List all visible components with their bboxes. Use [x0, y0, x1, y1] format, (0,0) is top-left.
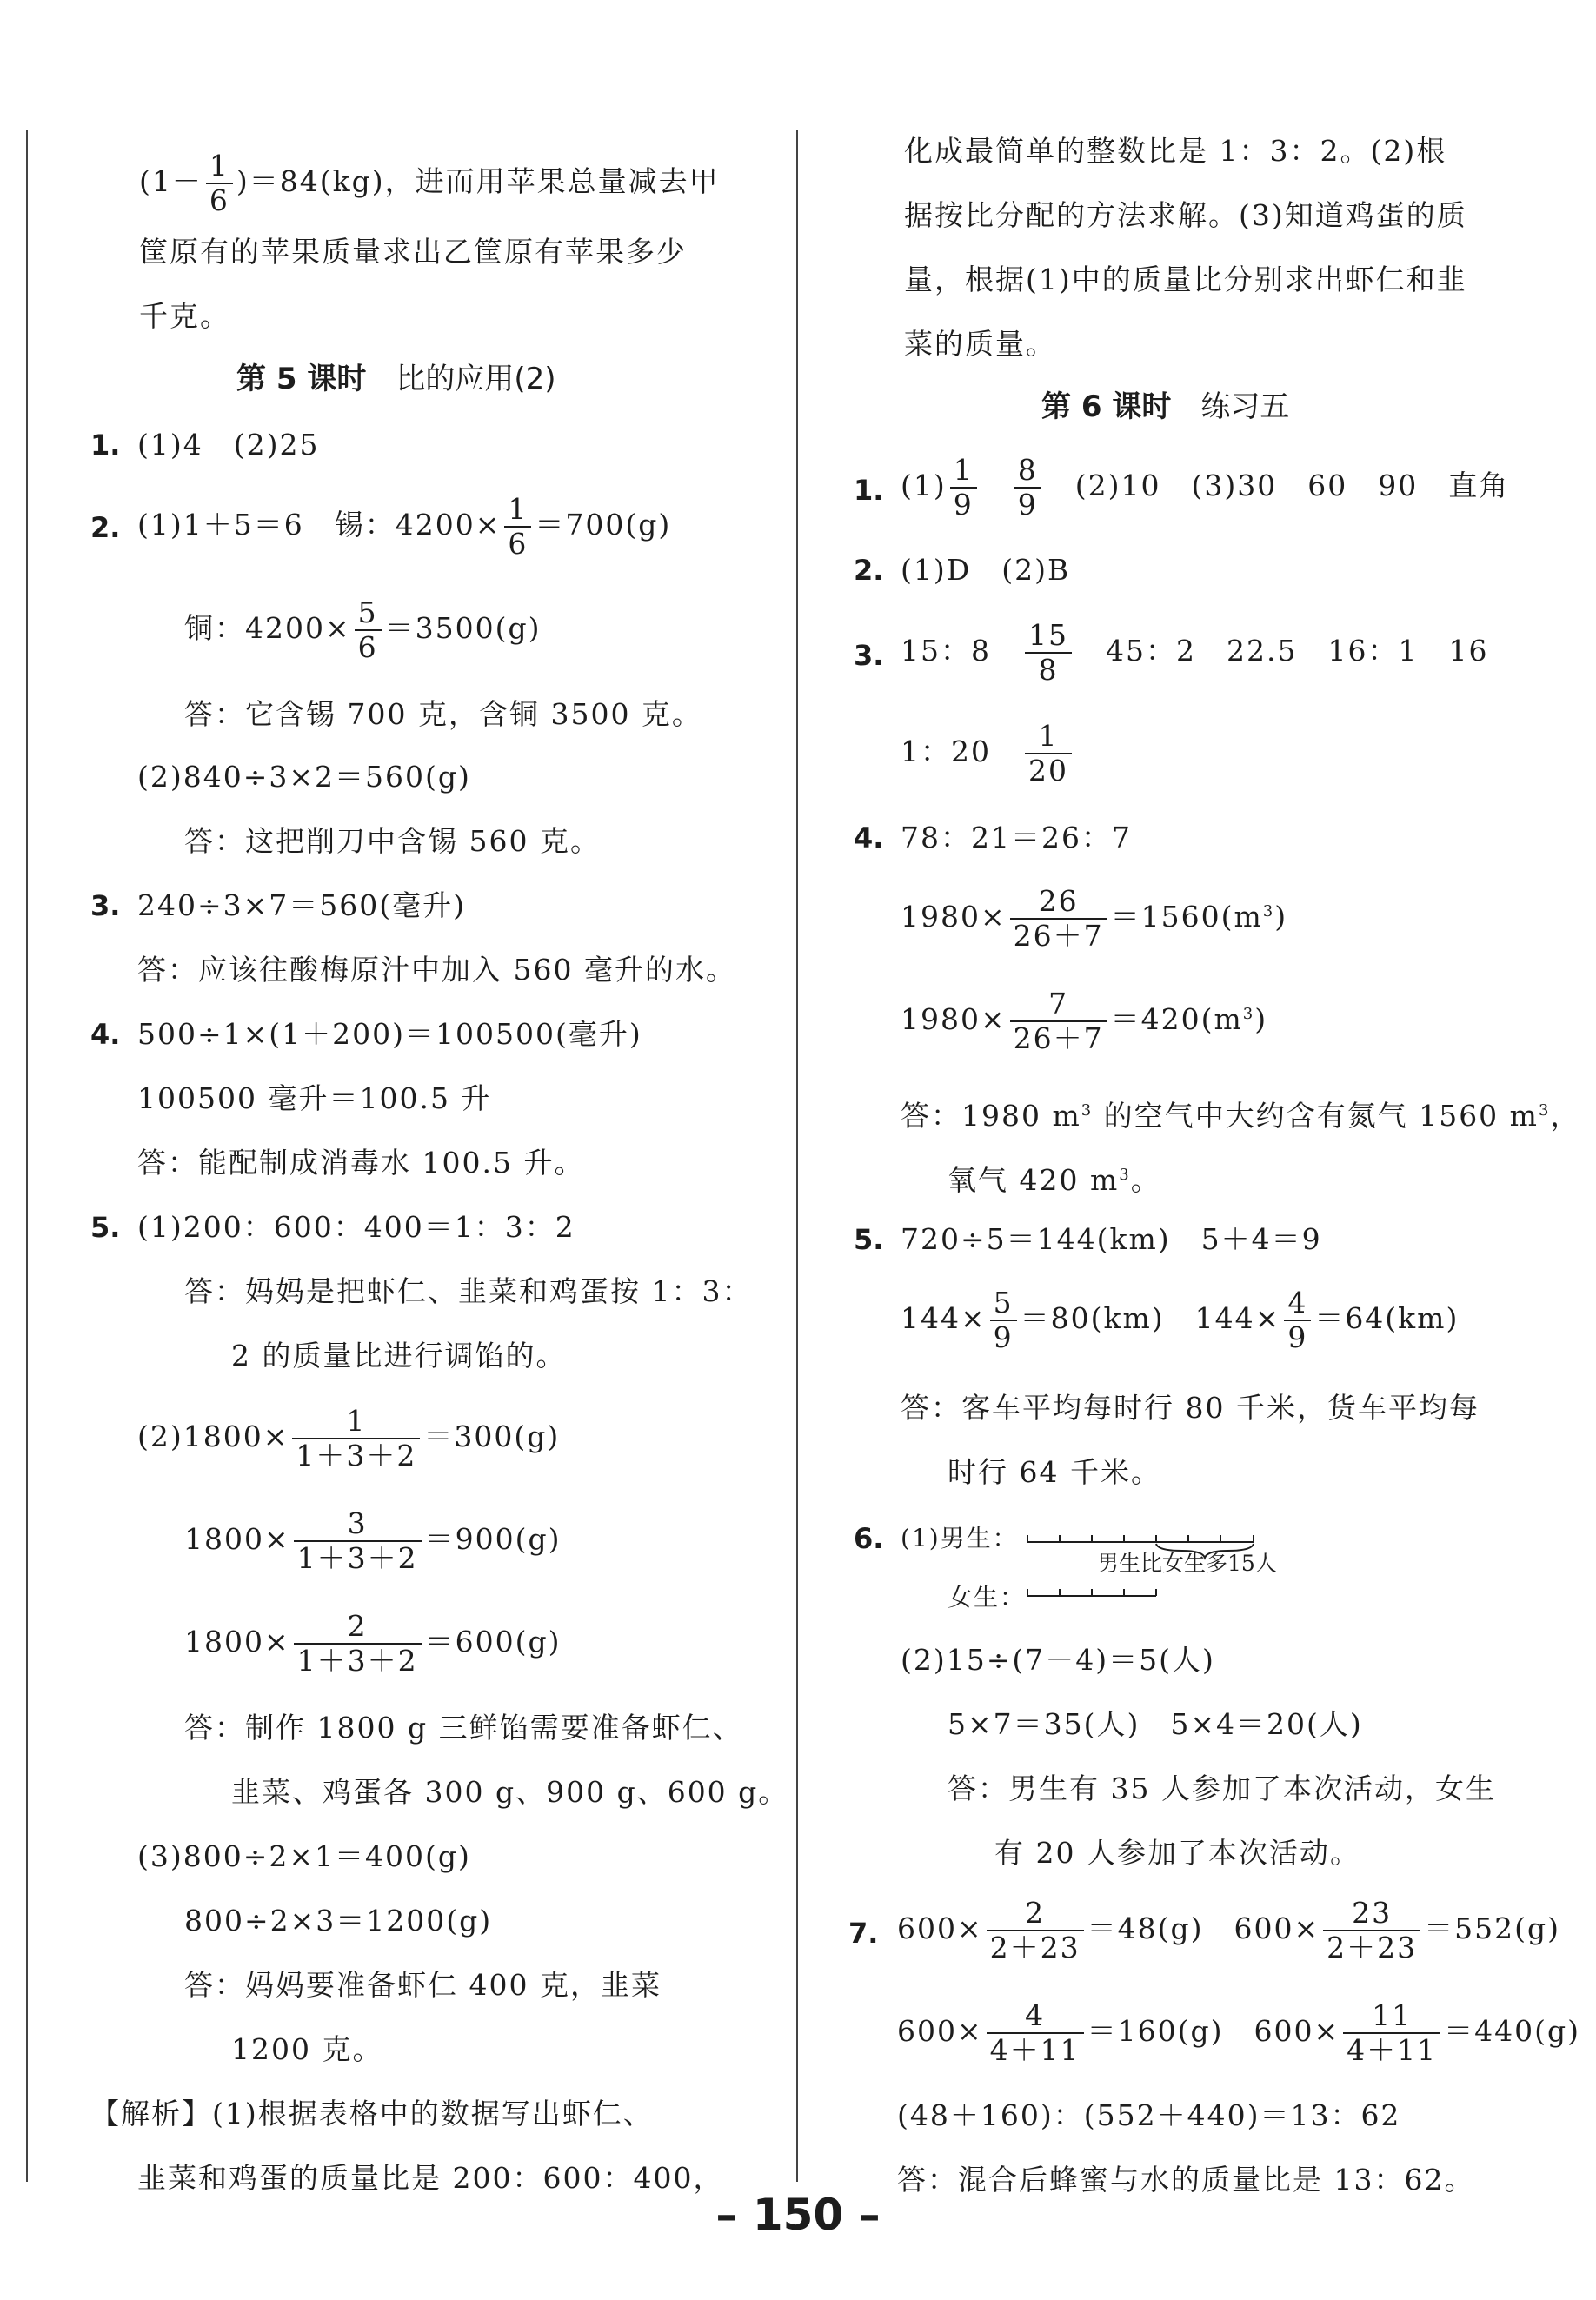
r-q6-line-2: 5×7＝35(人) 5×4＝20(人): [948, 1707, 1363, 1741]
q2-line-2: 铜：4200× $\frac{5}{6}$ ＝3500(g): [184, 595, 542, 664]
r-q1-answer: (1) $\frac{1}{9}$ $\frac{8}{9}$ (2)10 (3)30 60 90 直角: [901, 453, 1510, 522]
r-q6-line-1: (2)15÷(7－4)＝5(人): [901, 1643, 1215, 1677]
right-cont-line-2: 据按比分配的方法求解。(3)知道鸡蛋的质: [904, 198, 1467, 232]
left-cont-line-2: 筐原有的苹果质量求出乙筐原有苹果多少: [139, 235, 687, 269]
left-cont-line-3: 千克。: [139, 299, 230, 333]
r-q4-line-5: 氧气 420 $m^3$。: [948, 1163, 1161, 1197]
r-q7-line-4: 答：混合后蜂蜜与水的质量比是 13：62。: [897, 2163, 1475, 2197]
fraction: $\frac{4}{4+11}$: [987, 1999, 1084, 2067]
q5-line-2: 答：妈妈是把虾仁、韭菜和鸡蛋按 1：3：: [184, 1274, 753, 1308]
r-q3-line-2: 1：20 $\frac{1}{20}$: [901, 720, 1075, 788]
fraction: $\frac{1}{1+3+2}$: [292, 1405, 420, 1472]
question-number: 3.: [854, 639, 884, 672]
fraction: $\frac{4}{9}$: [1284, 1286, 1311, 1354]
question-number: 5.: [90, 1211, 121, 1244]
r-q7-line-2: 600× $\frac{4}{4+11}$ ＝160(g) 600× $\frac{11}{4+11}$ ＝440(g): [897, 1998, 1581, 2067]
r-q7-line-3: (48＋160)：(552＋440)＝13：62: [897, 2098, 1401, 2132]
fraction: $\frac{15}{8}$: [1025, 619, 1072, 687]
fraction: $\frac{5}{9}$: [990, 1286, 1017, 1354]
q5-line-4: (2)1800× $\frac{1}{1+3+2}$ ＝300(g): [137, 1404, 561, 1472]
q2-line-1: (1)1＋5＝6 锡：4200× $\frac{1}{6}$ ＝700(g): [137, 492, 672, 561]
q5-line-3: 2 的质量比进行调馅的。: [231, 1339, 567, 1373]
r-q3-line-1: 15：8 $\frac{15}{8}$ 45：2 22.5 16：1 16: [901, 618, 1489, 687]
q5-line-1: (1)200：600：400＝1：3：2: [137, 1210, 575, 1244]
fraction: $\frac{23}{2+23}$: [1323, 1897, 1420, 1964]
q1-answer: (1)4 (2)25: [137, 428, 320, 462]
fraction: $\frac{5}{6}$: [355, 596, 382, 664]
right-cont-line-1: 化成最简单的整数比是 1：3：2。(2)根: [904, 134, 1447, 168]
lesson-heading-6: 第 6 课时 练习五: [1041, 389, 1290, 424]
r-q4-line-4: 答：1980 $m^3$ 的空气中大约含有氮气 1560 $m^3$，: [901, 1099, 1581, 1133]
q5-line-6: 1800× $\frac{2}{1+3+2}$ ＝600(g): [184, 1609, 562, 1678]
r-q5-line-3: 答：客车平均每时行 80 千米，货车平均每: [901, 1391, 1480, 1425]
q4-line-3: 答：能配制成消毒水 100.5 升。: [137, 1146, 585, 1180]
r-q5-line-2: 144× $\frac{5}{9}$ ＝80(km) 144× $\frac{4}{9}$ ＝64(km): [901, 1286, 1460, 1354]
question-number: 1.: [854, 474, 884, 507]
fraction: $\frac{2}{1+3+2}$: [294, 1610, 422, 1678]
q5-line-8: 韭菜、鸡蛋各 300 g、900 g、600 g。: [231, 1775, 789, 1809]
question-number: 4.: [854, 821, 884, 854]
q2-line-3: 答：它含锡 700 克，含铜 3500 克。: [184, 697, 702, 731]
right-cont-line-4: 菜的质量。: [904, 327, 1056, 361]
fraction: $\frac{1}{6}$: [504, 493, 531, 561]
r-q6-line-4: 有 20 人参加了本次活动。: [994, 1836, 1360, 1870]
r-q4-line-1: 78：21＝26：7: [901, 821, 1132, 854]
left-margin-rule: [26, 130, 28, 2182]
r-q6-line-3: 答：男生有 35 人参加了本次活动，女生: [948, 1772, 1496, 1805]
analysis-line-2: 韭菜和鸡蛋的质量比是 200：600：400，: [137, 2161, 724, 2195]
q5-line-10: 800÷2×3＝1200(g): [184, 1904, 493, 1938]
fraction: $\frac{8}{9}$: [1014, 454, 1041, 522]
r-q6-diagram-note: 男生比女生多15人: [1097, 1551, 1277, 1576]
question-number: 1.: [90, 429, 121, 462]
left-cont-line-1: (1－ $\frac{1}{6}$ )＝84(kg)，进而用苹果总量减去甲: [139, 149, 720, 217]
question-number: 2.: [854, 554, 884, 587]
r-q6-girl-label: 女生：: [948, 1583, 1027, 1612]
question-number: 4.: [90, 1018, 121, 1051]
fraction: $\frac{26}{26+7}$: [1010, 885, 1107, 953]
r-q7-line-1: 600× $\frac{2}{2+23}$ ＝48(g) 600× $\frac{23}{2+23}$ ＝552(g): [897, 1896, 1561, 1964]
question-number: 6.: [854, 1522, 884, 1555]
lesson-heading-5: 第 5 课时 比的应用(2): [236, 362, 556, 396]
q3-line-1: 240÷3×7＝560(毫升): [137, 888, 467, 922]
q5-line-9: (3)800÷2×1＝400(g): [137, 1839, 471, 1873]
r-q2-answer: (1)D (2)B: [901, 553, 1071, 587]
q2-line-5: 答：这把削刀中含锡 560 克。: [184, 824, 601, 858]
column-divider: [796, 130, 798, 2182]
question-number: 5.: [854, 1223, 884, 1256]
question-number: 3.: [90, 889, 121, 922]
r-q6-boy-label: (1)男生：: [901, 1524, 1019, 1552]
q5-line-5: 1800× $\frac{3}{1+3+2}$ ＝900(g): [184, 1506, 562, 1575]
r-q4-line-3: 1980× $\frac{7}{26+7}$ $=420(m^3)$: [901, 987, 1268, 1055]
page-number: – 150 –: [715, 2190, 881, 2240]
q4-line-2: 100500 毫升＝100.5 升: [137, 1081, 492, 1115]
fraction: $\frac{3}{1+3+2}$: [294, 1507, 422, 1575]
question-number: 2.: [90, 511, 121, 544]
fraction: $\frac{1}{20}$: [1025, 720, 1072, 788]
fraction: $\frac{2}{2+23}$: [987, 1897, 1084, 1964]
fraction: $\frac{1}{9}$: [950, 454, 977, 522]
q2-line-4: (2)840÷3×2＝560(g): [137, 760, 471, 794]
right-cont-line-3: 量，根据(1)中的质量比分别求出虾仁和韭: [904, 263, 1467, 296]
question-number: 7.: [848, 1917, 879, 1950]
fraction: $\frac{11}{4+11}$: [1343, 1999, 1440, 2067]
q5-line-7: 答：制作 1800 g 三鲜馅需要准备虾仁、: [184, 1711, 743, 1745]
q5-line-11: 答：妈妈要准备虾仁 400 克，韭菜: [184, 1968, 662, 2002]
r-q5-line-4: 时行 64 千米。: [948, 1455, 1161, 1489]
q4-line-1: 500÷1×(1＋200)＝100500(毫升): [137, 1017, 642, 1051]
analysis-line-1: 【解析】(1)根据表格中的数据写出虾仁、: [90, 2097, 654, 2130]
fraction: $\frac{1}{6}$: [206, 150, 233, 217]
r-q5-line-1: 720÷5＝144(km) 5＋4＝9: [901, 1222, 1322, 1256]
r-q4-line-2: 1980× $\frac{26}{26+7}$ $=1560(m^3)$: [901, 884, 1288, 953]
q5-line-12: 1200 克。: [231, 2032, 383, 2066]
q3-line-2: 答：应该往酸梅原汁中加入 560 毫升的水。: [137, 953, 736, 987]
fraction: $\frac{7}{26+7}$: [1010, 987, 1107, 1055]
